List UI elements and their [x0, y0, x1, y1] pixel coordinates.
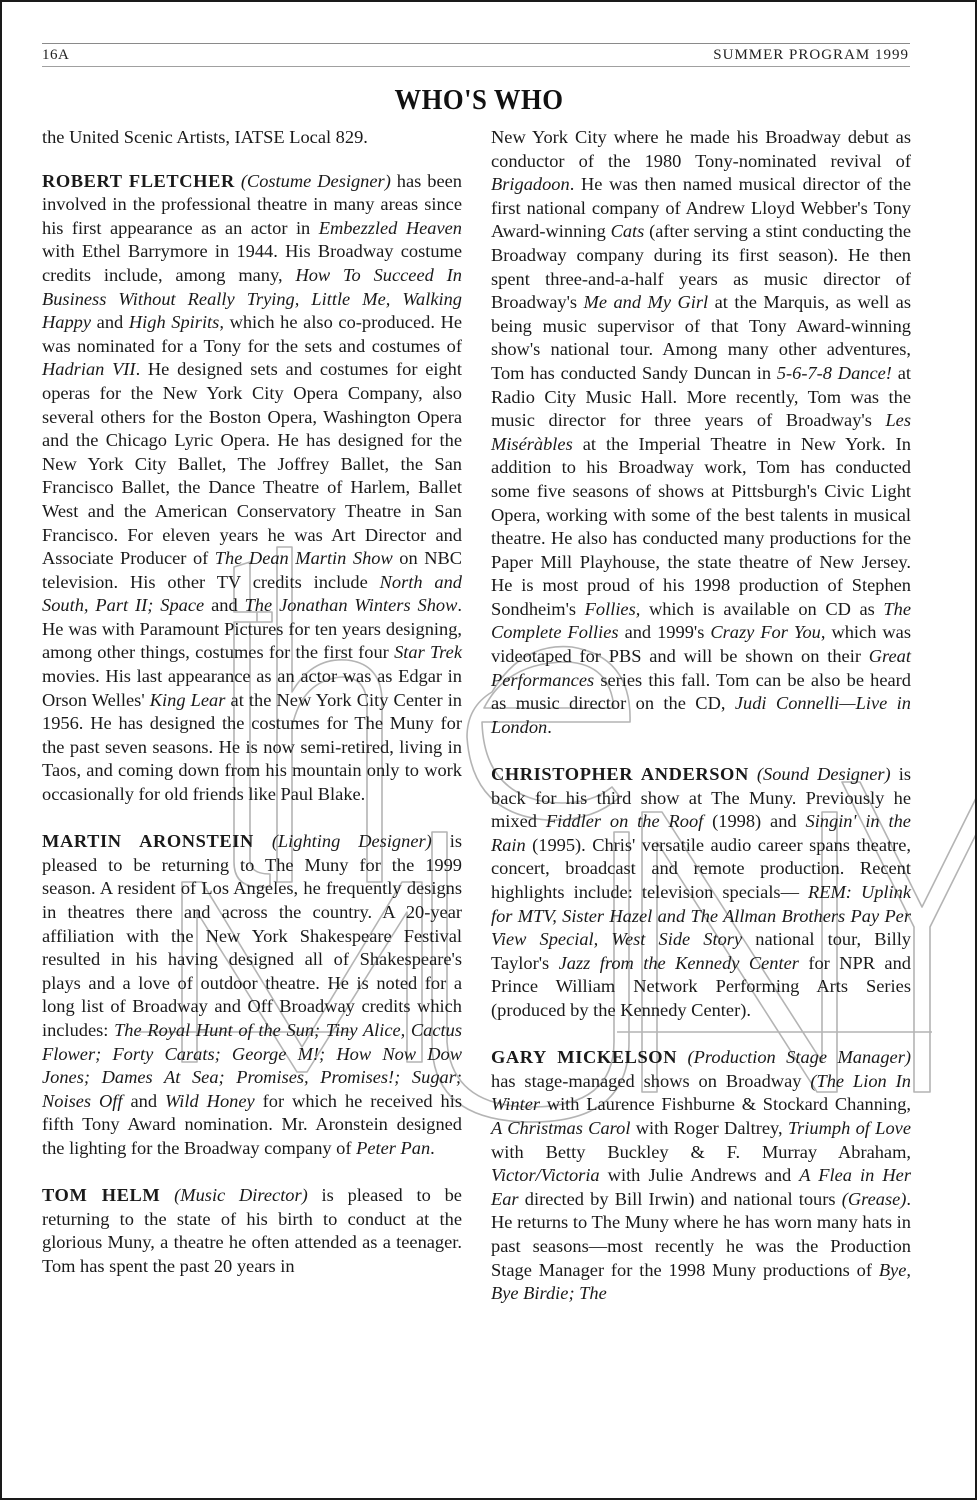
title-italic: Peter Pan [356, 1137, 431, 1158]
bio-role: (Production Stage Manager) [687, 1047, 911, 1068]
title-italic: King Lear [149, 689, 226, 710]
title-italic: The Complete Follies [491, 598, 912, 643]
title-italic: High Spirits, [128, 312, 224, 333]
bio-name: TOM HELM [42, 1185, 161, 1206]
title-italic: Great Performances [491, 646, 911, 690]
title-italic: How To Succeed In Business Without Really Trying, Little Me, Walking Happy [42, 264, 462, 333]
right-column [491, 126, 911, 1329]
bio-name: MARTIN ARONSTEIN [42, 831, 254, 852]
continued-text [491, 126, 911, 739]
title-italic: Embezzled Heaven [318, 217, 462, 238]
title-italic: Wild Honey [165, 1090, 255, 1111]
title-italic: Triumph of Love [787, 1117, 911, 1138]
running-head: SUMMER PROGRAM 1999 [713, 47, 909, 63]
bio-text: is back for his third show at The Muny. Previously he mixed Fiddler on the Roof (1998) and Singin' in the Rain (1995). Chris' versatile audio career spans theatre, concert, broadcast and remote production. Recent highlights include: television specials— REM: Uplink for MTV, Sister Hazel and The Allman Brothers Pay Per View Special, West Side Story national tour, Billy Taylor's Jazz from the Kennedy Center for NPR and Prince William Network Performing Arts Series (produced by the Kennedy Center). [491, 764, 911, 1020]
title-italic: The Royal Hunt of the Sun; Tiny Alice, Cactus Flower; Forty Carats; George M!; How Now Dow Jones; Dames At Sea; Promises, Promises!; Sugar; Noises Off [42, 1019, 462, 1111]
bio-entry [491, 1046, 911, 1306]
title-italic: Me and My Girl [583, 292, 709, 313]
page-number: 16A [42, 47, 70, 63]
left-column [42, 126, 462, 1302]
bio-text: has stage-managed shows on Broadway (The Lion In Winter with Laurence Fishburne & Stockard Channing, A Christmas Carol with Roger Daltrey, Triumph of Love with Betty Buckley & F. Murray Abraham, Victor/Victoria with Julie Andrews and A Flea in Her Ear directed by Bill Irwin) and national tours (Grease). He returns to The Muny where he has worn many hats in past seasons—most recently he was the Production Stage Manager for the 1998 Muny productions of Bye, Bye Birdie; The [491, 1070, 911, 1304]
bio-text: is pleased to be returning to The Muny for the 1999 season. A resident of Los Angeles, he frequently designs in theatres there and across the country. A 20-year affiliation with the New York Shakespeare Festival resulted in his having designed all of Shakespeare's plays and a love of outdoor theatre. He is noted for a long list of Broadway and Off Broadway credits which includes: The Royal Hunt of the Sun; Tiny Alice, Cactus Flower; Forty Carats; George M!; How Now Dow Jones; Dames At Sea; Promises, Promises!; Sugar; Noises Off and Wild Honey for which he received his fifth Tony Award nomination. Mr. Aronstein designed the lighting for the Broadway company of Peter Pan. [42, 831, 462, 1158]
title-italic: The Jonathan Winters Show [244, 595, 458, 616]
bio-name: CHRISTOPHER ANDERSON [491, 764, 749, 785]
title-italic: Singin' in the Rain [491, 811, 911, 855]
title-italic: The Dean Martin Show [214, 548, 393, 569]
continued-text: the United Scenic Artists, IATSE Local 829. [42, 127, 368, 147]
bio-text: New York City where he made his Broadway debut as conductor of the 1980 Tony-nominated revival of Brigadoon. He was then named musical director of the first national company of Andrew Lloyd Webber's Tony Award-winning Cats (after serving a stint conducting the Broadway company during its first season). He then spent three-and-a-half years as music director of Broadway's Me and My Girl at the Marquis, as well as being music supervisor of that Tony Award-winning show's national tour. Among many other adventures, Tom has conducted Sandy Duncan in 5-6-7-8 Dance! at Radio City Music Hall. More recently, Tom was the music director for three years of Broadway's Les Miséràbles at the Imperial Theatre in New York. In addition to his Broadway work, Tom has conducted some five seasons of shows at Pittsburgh's Civic Light Opera, working with some of the best talents in musical theatre. He also has conducted many productions for the Paper Mill Playhouse, the state theatre of New Jersey. He is most proud of his 1998 production of Stephen Sondheim's Follies, which is available on CD as The Complete Follies and 1999's Crazy For You, which was videotaped for PBS and will be shown on their Great Performances series this fall. Tom can be also be heard as music director on the CD, Judi Connelli—Live in London. [491, 127, 912, 737]
title-italic: Crazy For You [710, 622, 821, 643]
bio-entry [491, 763, 911, 1023]
bio-role: (Lighting Designer) [271, 831, 432, 852]
title-italic: Jazz from the Kennedy Center [558, 952, 799, 973]
bio-name: GARY MICKELSON [491, 1047, 678, 1068]
title-italic: Hadrian VII [42, 359, 136, 380]
bio-text: is pleased to be returning to the state of his birth to conduct at the glorious Muny, a theatre he often attended as a teenager. Tom has spent the past 20 years in [42, 1185, 462, 1276]
title-italic: Brigadoon [491, 174, 570, 195]
title-italic: Les Miséràbles [491, 410, 911, 454]
title-italic: North and South, Part II; Space [42, 571, 462, 616]
bio-entry [42, 830, 462, 1160]
title-italic: 5-6-7-8 Dance! [776, 362, 892, 383]
title-italic: (Grease) [841, 1188, 907, 1209]
title-italic: (The Lion In Winter [491, 1070, 911, 1115]
title-italic: Victor/Victoria [491, 1165, 600, 1186]
header-rule-top [42, 43, 910, 44]
bio-role: (Costume Designer) [240, 170, 391, 191]
bio-text: has been involved in the professional theatre in many areas since his first appearance as an actor in Embezzled Heaven with Ethel Barrymore in 1944. His Broadway costume credits include, among many, How To Succeed In Business Without Really Trying, Little Me, Walking Happy and High Spirits, which he also co-produced. He was nominated for a Tony for the sets and costumes of Hadrian VII. He designed sets and costumes for eight operas for the New York City Opera Company, also several others for the Boston Opera, Washington Opera and the Chicago Lyric Opera. He has designed for the New York City Ballet, The Joffrey Ballet, the San Francisco Ballet, the Dance Theatre of Harlem, Ballet West and the American Conservatory Theatre in San Francisco. For eleven years he was Art Director and Associate Producer of The Dean Martin Show on NBC television. His other TV credits include North and South, Part II; Space and The Jonathan Winters Show. He was with Paramount Pictures for ten years designing, among other things, costumes for the first four Star Trek movies. His last appearance as an actor was as Edgar in Orson Welles' King Lear at the New York City Center in 1956. He has designed the costumes for The Muny for the past seven seasons. He is now semi-retired, living in Taos, and coming down from his mountain only to work occasionally for old friends like Paul Blake. [42, 170, 463, 805]
bio-entry [42, 170, 462, 807]
bio-role: (Sound Designer) [756, 764, 891, 785]
header-rule-bottom [42, 66, 910, 67]
title-italic: REM: Uplink for MTV, Sister Hazel and The Allman Brothers Pay Per View Special, West Side Story [491, 882, 911, 950]
title-italic: A Christmas Carol [491, 1117, 631, 1138]
title-italic: Follies, [584, 598, 641, 619]
title-italic: Star Trek [394, 642, 462, 663]
title-italic: A Flea in Her Ear [491, 1165, 911, 1209]
bio-role: (Music Director) [174, 1185, 308, 1206]
page-title: WHO'S WHO [394, 84, 564, 116]
title-italic: Bye, Bye Birdie; The [491, 1259, 911, 1304]
title-italic: Cats [610, 221, 645, 242]
bio-entry [42, 1184, 462, 1278]
title-italic: Fiddler on the Roof [545, 811, 704, 832]
title-italic: Judi Connelli—Live in London [491, 693, 911, 737]
bio-name: ROBERT FLETCHER [42, 170, 235, 191]
